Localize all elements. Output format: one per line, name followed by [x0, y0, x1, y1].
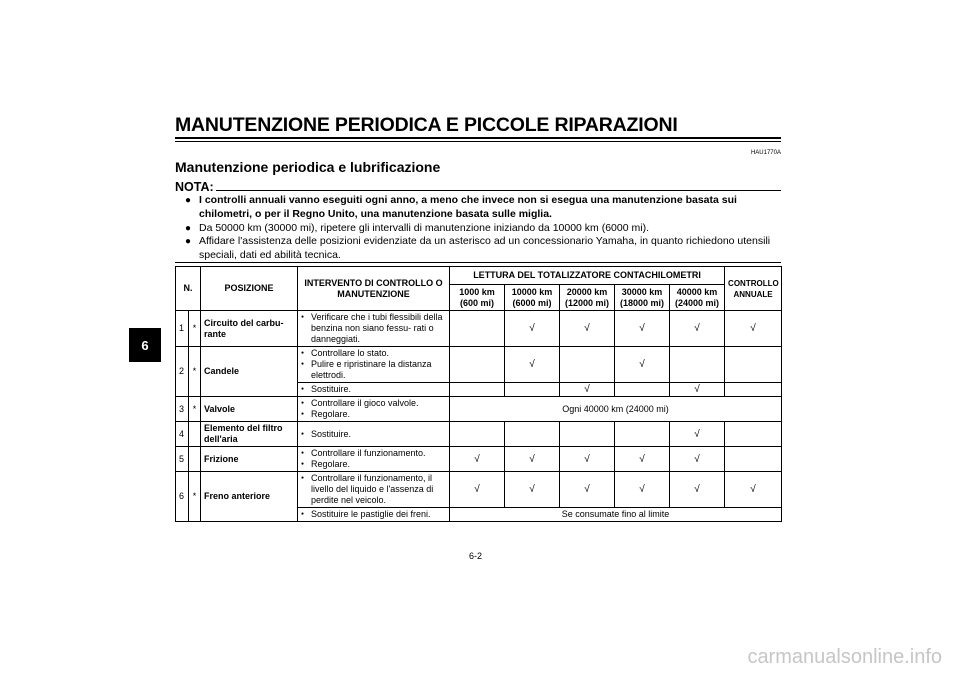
check-cell	[725, 447, 782, 472]
row-position: Elemento del filtro dell'aria	[201, 422, 298, 447]
row-position: Frizione	[201, 447, 298, 472]
asterisk: *	[189, 397, 201, 422]
asterisk	[189, 422, 201, 447]
row-action: ● Sostituire le pastiglie dei freni.	[298, 508, 450, 522]
check-cell: √	[450, 447, 505, 472]
check-cell: √	[505, 311, 560, 347]
row-action: ● Controllare il funzionamento, il livello del liquido e l'assenza di perdite nel veicolo.	[298, 472, 450, 508]
page-header-title: MANUTENZIONE PERIODICA E PICCOLE RIPARAZIONI	[175, 114, 678, 136]
row-position: Candele	[201, 347, 298, 397]
header-km: 30000 km (18000 mi)	[615, 285, 670, 311]
check-cell: √	[725, 472, 782, 508]
asterisk: *	[189, 347, 201, 397]
section-title: Manutenzione periodica e lubrificazione	[175, 159, 441, 175]
check-cell	[725, 347, 782, 383]
check-cell	[450, 422, 505, 447]
header-lettura: LETTURA DEL TOTALIZZATORE CONTACHILOMETRI	[450, 267, 725, 285]
row-number: 4	[176, 422, 189, 447]
header-posizione: POSIZIONE	[201, 267, 298, 311]
check-cell: √	[615, 347, 670, 383]
row-number: 6	[176, 472, 189, 522]
check-cell: √	[670, 311, 725, 347]
check-cell	[450, 383, 505, 397]
row-action: ● Sostituire.	[298, 422, 450, 447]
header-rule-thin	[175, 141, 781, 142]
row-number: 3	[176, 397, 189, 422]
page-number: 6-2	[469, 551, 483, 561]
check-cell: √	[615, 447, 670, 472]
table-row	[176, 347, 782, 383]
check-cell	[670, 347, 725, 383]
row-number: 2	[176, 347, 189, 397]
header-n: N.	[176, 267, 201, 311]
note-item: ● I controlli annuali vanno eseguiti ogni anno, a meno che invece non si esegua una manutenzione basata sui chilometri, o per il Regno Unito, una manutenzione basata sulle miglia.	[185, 194, 737, 220]
header-km: 10000 km (6000 mi)	[505, 285, 560, 311]
check-cell: √	[725, 311, 782, 347]
row-action: ● Controllare lo stato. ● Pulire e ripristinare la distanza elettrodi.	[298, 347, 450, 383]
header-km: 20000 km (12000 mi)	[560, 285, 615, 311]
header-km: 40000 km (24000 mi)	[670, 285, 725, 311]
header-km: 1000 km (600 mi)	[450, 285, 505, 311]
check-cell: √	[670, 383, 725, 397]
maintenance-table	[175, 266, 782, 522]
row-position: Valvole	[201, 397, 298, 422]
check-cell: √	[560, 472, 615, 508]
check-cell	[450, 311, 505, 347]
table-row	[176, 447, 782, 472]
check-cell: √	[615, 472, 670, 508]
check-cell	[725, 422, 782, 447]
header-intervento: INTERVENTO DI CONTROLLO O MANUTENZIONE	[298, 267, 450, 311]
check-cell: √	[670, 422, 725, 447]
asterisk: *	[189, 472, 201, 522]
interval-note: Se consumate fino al limite	[450, 508, 782, 522]
row-position: Freno anteriore	[201, 472, 298, 522]
check-cell	[725, 383, 782, 397]
bullet-icon: ●	[185, 222, 192, 234]
watermark: carmanualsonline.info	[747, 646, 942, 668]
note-end-rule	[175, 262, 781, 263]
bullet-icon: ●	[185, 195, 192, 206]
check-cell	[450, 347, 505, 383]
row-action: ● Controllare il gioco valvole. ● Regolare.	[298, 397, 450, 422]
bullet-icon: ●	[185, 236, 192, 248]
chapter-tab: 6	[129, 328, 161, 362]
header-rule	[175, 137, 781, 139]
note-rule	[216, 190, 781, 191]
note-label: NOTA:	[175, 180, 214, 194]
row-number: 1	[176, 311, 189, 347]
table-row	[176, 422, 782, 447]
check-cell: √	[505, 447, 560, 472]
header-controllo-annuale: CONTROLLO ANNUALE	[725, 267, 782, 311]
note-item: ● Affidare l'assistenza delle posizioni evidenziate da un asterisco ad un concessionario Yamaha, in quanto richiedono utensili speciali, dati ed abilità tecnica.	[185, 235, 771, 262]
check-cell	[560, 347, 615, 383]
check-cell: √	[560, 383, 615, 397]
note-list	[185, 194, 783, 263]
section-code: HAU1770A	[750, 150, 781, 156]
check-cell: √	[450, 472, 505, 508]
asterisk	[189, 447, 201, 472]
check-cell	[615, 422, 670, 447]
row-number: 5	[176, 447, 189, 472]
table-row	[176, 472, 782, 508]
row-position: Circuito del carbu- rante	[201, 311, 298, 347]
row-action: ● Verificare che i tubi flessibili della benzina non siano fessu- rati o danneggiati.	[298, 311, 450, 347]
check-cell: √	[615, 311, 670, 347]
check-cell: √	[670, 447, 725, 472]
asterisk: *	[189, 311, 201, 347]
interval-note: Ogni 40000 km (24000 mi)	[450, 397, 782, 422]
check-cell: √	[505, 472, 560, 508]
check-cell: √	[505, 347, 560, 383]
check-cell	[505, 383, 560, 397]
note-item: ● Da 50000 km (30000 mi), ripetere gli intervalli di manutenzione iniziando da 10000 km (6000 mi).	[185, 221, 649, 234]
check-cell	[560, 422, 615, 447]
check-cell	[505, 422, 560, 447]
row-action: ● Controllare il funzionamento. ● Regolare.	[298, 447, 450, 472]
check-cell	[615, 383, 670, 397]
table-row	[176, 397, 782, 422]
table-row	[176, 311, 782, 347]
check-cell: √	[670, 472, 725, 508]
check-cell: √	[560, 447, 615, 472]
row-action: ● Sostituire.	[298, 383, 450, 397]
check-cell: √	[560, 311, 615, 347]
